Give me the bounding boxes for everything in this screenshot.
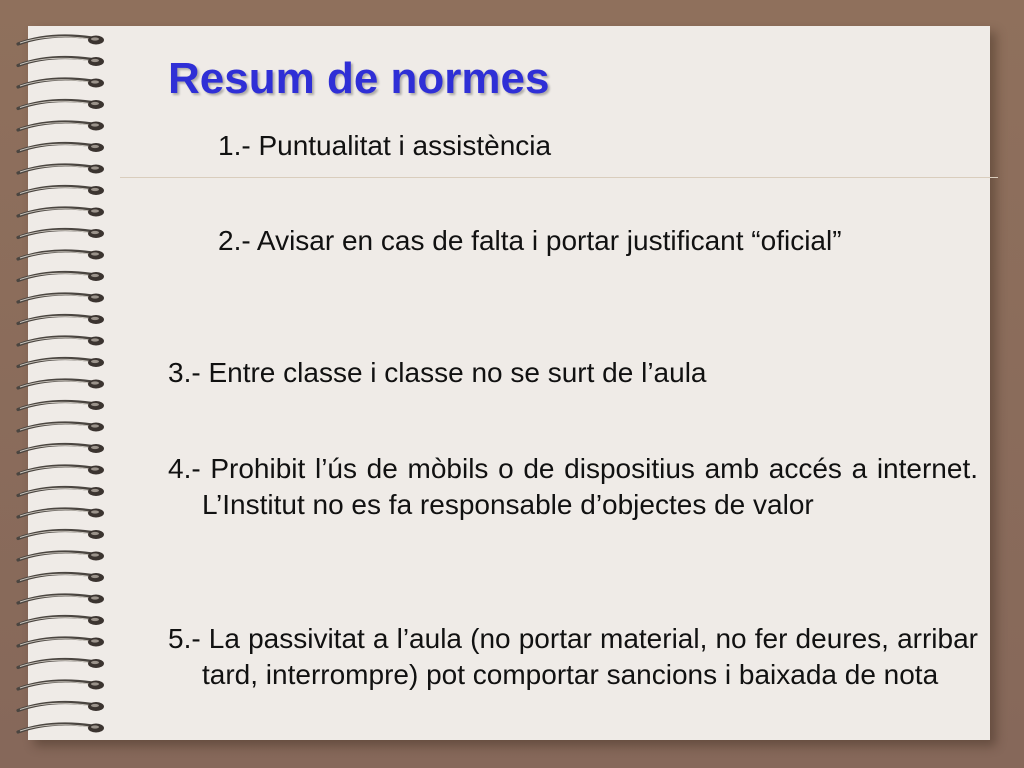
spiral-coil xyxy=(18,143,104,152)
spiral-coil xyxy=(18,444,104,453)
spiral-coil xyxy=(18,358,104,367)
rule-item-3: 3.- Entre classe i classe no se surt de l’aula xyxy=(168,357,707,388)
spiral-coil xyxy=(18,423,104,432)
spiral-coil xyxy=(18,724,104,733)
spiral-coil xyxy=(18,272,104,281)
spiral-coil xyxy=(18,638,104,647)
spiral-coil xyxy=(18,36,104,45)
rule-item-1: 1.- Puntualitat i assistència xyxy=(218,130,552,161)
spiral-coil xyxy=(18,573,104,582)
rule-item-4: 4.- Prohibit l’ús de mòbils o de dispositius amb accés a internet. L’Institut no es fa responsable d’objectes de valor xyxy=(168,453,978,520)
spiral-coil xyxy=(18,487,104,496)
spiral-coil xyxy=(18,509,104,518)
spiral-coil xyxy=(18,229,104,238)
spiral-coil xyxy=(18,186,104,195)
spiral-coil xyxy=(18,79,104,88)
spiral-coil xyxy=(18,702,104,711)
spiral-coil xyxy=(18,100,104,109)
spiral-coil xyxy=(18,530,104,539)
divider-line xyxy=(120,177,998,178)
rule-item-5: 5.- La passivitat a l’aula (no portar material, no fer deures, arribar tard, interrompre) pot comportar sancions i baixada de nota xyxy=(168,623,978,690)
spiral-coil xyxy=(18,57,104,66)
spiral-coil xyxy=(18,380,104,389)
spiral-coil xyxy=(18,251,104,260)
slide-title: Resum de normes xyxy=(168,54,550,103)
spiral-coil xyxy=(18,122,104,131)
spiral-coil xyxy=(18,294,104,303)
spiral-coil xyxy=(18,315,104,324)
spiral-coil xyxy=(18,466,104,475)
rule-item-2: 2.- Avisar en cas de falta i portar justificant “oficial” xyxy=(218,225,842,256)
spiral-binding-icon xyxy=(0,0,120,768)
spiral-coil xyxy=(18,552,104,561)
spiral-coil xyxy=(18,401,104,410)
spiral-coil xyxy=(18,681,104,690)
spiral-coil xyxy=(18,616,104,625)
spiral-coil xyxy=(18,208,104,217)
spiral-coil xyxy=(18,659,104,668)
spiral-coil xyxy=(18,337,104,346)
spiral-coil xyxy=(18,595,104,604)
spiral-coil xyxy=(18,165,104,174)
